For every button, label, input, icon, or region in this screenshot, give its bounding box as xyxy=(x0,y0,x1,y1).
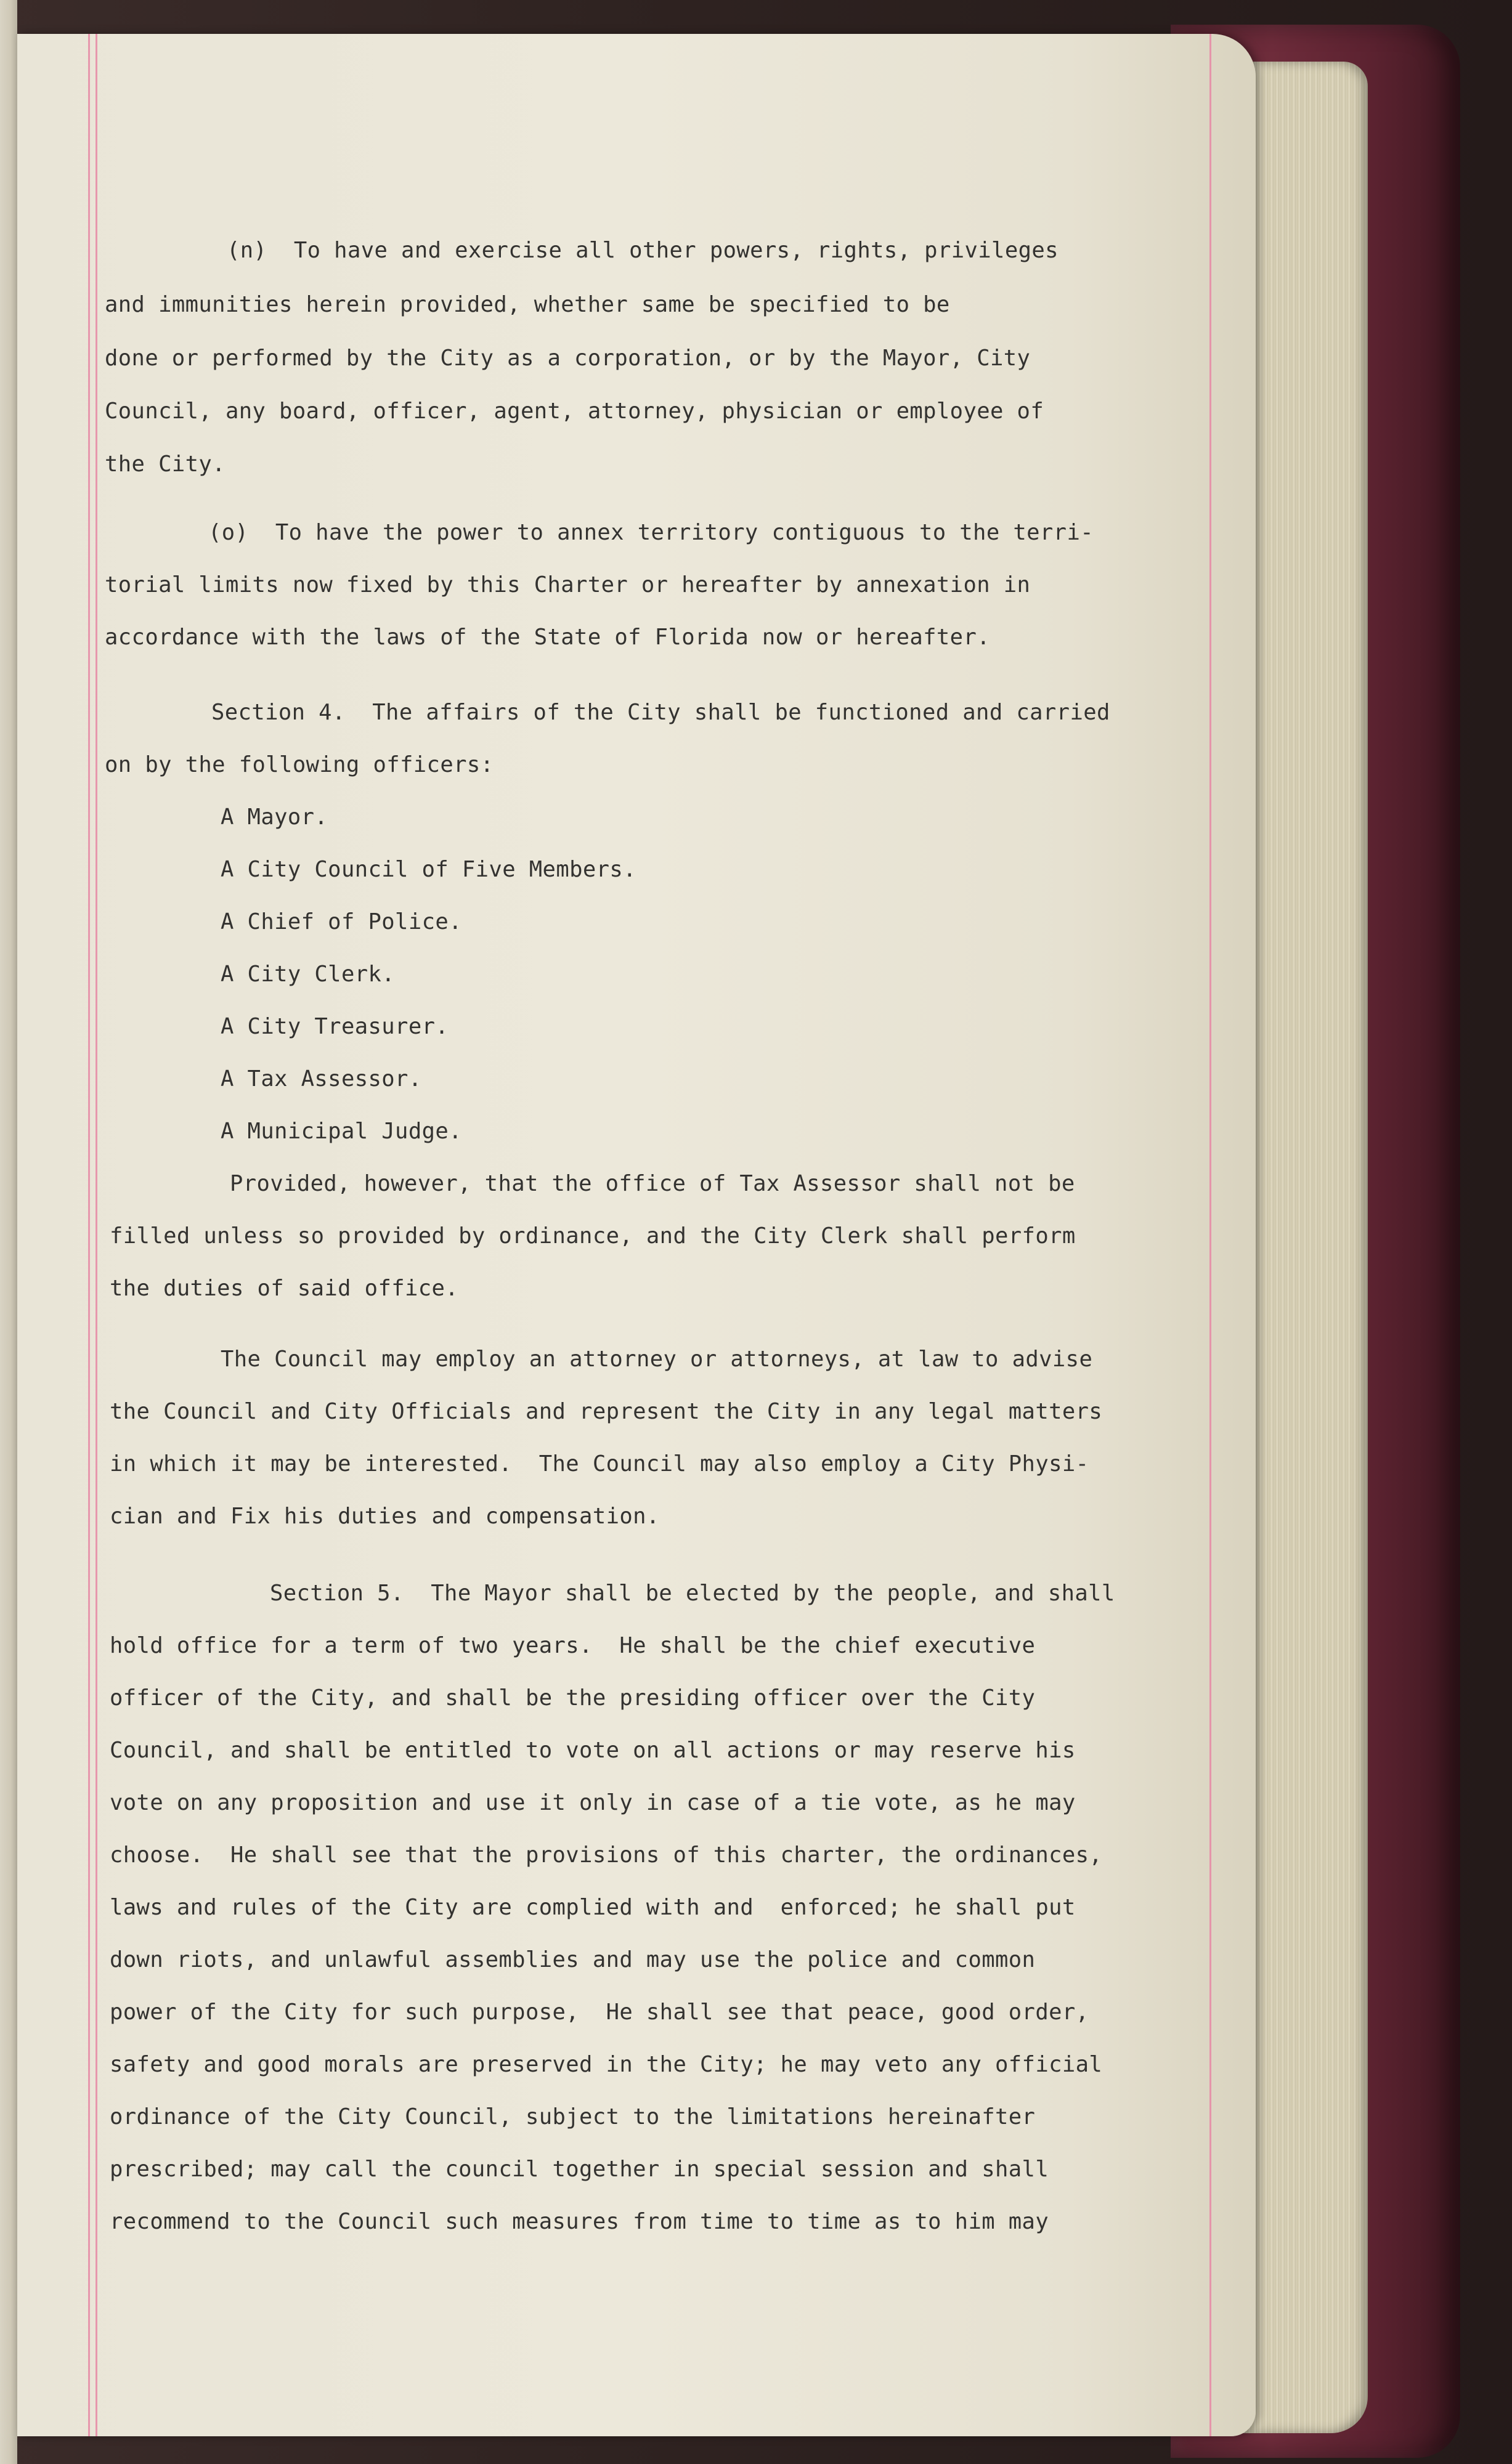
officer-item: A Mayor. xyxy=(221,804,328,830)
council-line-3: in which it may be interested. The Council may also employ a City Physi- xyxy=(110,1451,1089,1477)
proviso-line-2: filled unless so provided by ordinance, and the City Clerk shall perform xyxy=(110,1223,1076,1249)
paragraph-n-line-4: Council, any board, officer, agent, attorney, physician or employee of xyxy=(105,399,1044,424)
council-line-4: cian and Fix his duties and compensation. xyxy=(110,1504,660,1529)
section-5-line-5: vote on any proposition and use it only in case of a tie vote, as he may xyxy=(110,1790,1076,1815)
council-line-2: the Council and City Officials and represent the City in any legal matters xyxy=(110,1399,1103,1424)
officer-item: A City Treasurer. xyxy=(221,1014,449,1039)
paragraph-n-line-3: done or performed by the City as a corporation, or by the Mayor, City xyxy=(105,346,1031,371)
facing-page-edge xyxy=(0,0,17,2464)
paragraph-o-line-2: torial limits now fixed by this Charter or hereafter by annexation in xyxy=(105,572,1031,598)
section-5-line-7: laws and rules of the City are complied with and enforced; he shall put xyxy=(110,1895,1076,1920)
officer-item: A Tax Assessor. xyxy=(221,1066,422,1092)
section-5-line-9: power of the City for such purpose, He shall see that peace, good order, xyxy=(110,2000,1089,2025)
proviso-line-1: Provided, however, that the office of Tax Assessor shall not be xyxy=(230,1171,1075,1196)
proviso-line-3: the duties of said office. xyxy=(110,1276,459,1301)
section-5-line-8: down riots, and unlawful assemblies and may use the police and common xyxy=(110,1947,1036,1972)
officer-item: A City Clerk. xyxy=(221,962,396,987)
paragraph-n-line-5: the City. xyxy=(105,452,226,477)
officer-item: A City Council of Five Members. xyxy=(221,857,636,882)
officer-item: A Municipal Judge. xyxy=(221,1119,462,1144)
paragraph-o-line-3: accordance with the laws of the State of Florida now or hereafter. xyxy=(105,625,991,650)
section-4-line-2: on by the following officers: xyxy=(105,752,494,777)
section-5-line-10: safety and good morals are preserved in the City; he may veto any official xyxy=(110,2052,1103,2077)
section-5-line-13: recommend to the Council such measures from time to time as to him may xyxy=(110,2209,1049,2234)
margin-rule-right xyxy=(1209,34,1211,2436)
officer-item: A Chief of Police. xyxy=(221,909,462,934)
section-5-line-11: ordinance of the City Council, subject to the limitations hereinafter xyxy=(110,2104,1036,2130)
section-4-line-1: Section 4. The affairs of the City shall be functioned and carried xyxy=(211,700,1110,725)
section-5-line-12: prescribed; may call the council together in special session and shall xyxy=(110,2157,1049,2182)
paragraph-n-line-2: and immunities herein provided, whether same be specified to be xyxy=(105,292,950,317)
paragraph-n-line-1: (n) To have and exercise all other powers, rights, privileges xyxy=(227,238,1059,263)
paragraph-o-line-1: (o) To have the power to annex territory contiguous to the terri- xyxy=(208,520,1094,545)
council-line-1: The Council may employ an attorney or attorneys, at law to advise xyxy=(221,1347,1093,1372)
section-5-line-4: Council, and shall be entitled to vote on all actions or may reserve his xyxy=(110,1738,1076,1763)
section-5-line-1: Section 5. The Mayor shall be elected by the people, and shall xyxy=(270,1581,1115,1606)
section-5-line-3: officer of the City, and shall be the presiding officer over the City xyxy=(110,1685,1036,1711)
document-page xyxy=(17,34,1256,2436)
section-5-line-2: hold office for a term of two years. He shall be the chief executive xyxy=(110,1633,1036,1658)
section-5-line-6: choose. He shall see that the provisions of this charter, the ordinances, xyxy=(110,1842,1103,1868)
margin-rule-left xyxy=(88,34,90,2436)
margin-rule-left-inner xyxy=(96,34,97,2436)
